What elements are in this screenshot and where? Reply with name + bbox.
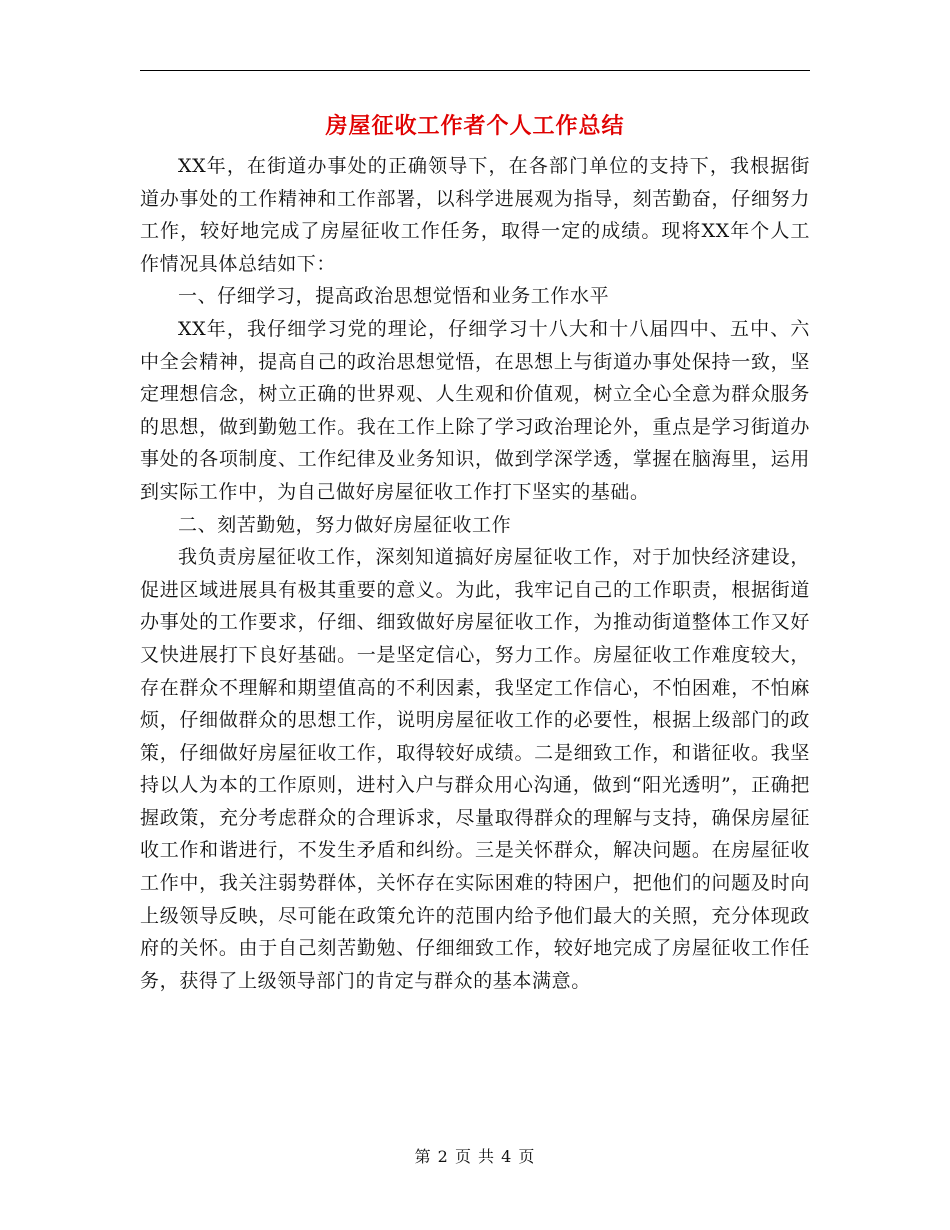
document-body bbox=[140, 150, 810, 997]
section-heading-1: 一、仔细学习，提高政治思想觉悟和业务工作水平 bbox=[178, 285, 610, 308]
section-heading-2: 二、刻苦勤勉，努力做好房屋征收工作 bbox=[178, 513, 512, 536]
paragraph-study: XX年，我仔细学习党的理论，仔细学习十八大和十八届四中、五中、六中全会精神，提高自己的政治思想觉悟，在思想上与街道办事处保持一致，坚定理想信念，树立正确的世界观、人生观和价值观，树立全心全意为群众服务的思想，做到勤勉工作。我在工作上除了学习政治理论外，重点是学习街道办事处的各项制度、工作纪律及业务知识，做到学深学透，掌握在脑海里，运用到实际工作中，为自己做好房屋征收工作打下坚实的基础。 bbox=[140, 317, 810, 503]
document-title: 房屋征收工作者个人工作总结 bbox=[325, 113, 625, 139]
paragraph-work: 我负责房屋征收工作，深刻知道搞好房屋征收工作，对于加快经济建设，促进区域进展具有极其重要的意义。为此，我牢记自己的工作职责，根据街道办事处的工作要求，仔细、细致做好房屋征收工作，为推动街道整体工作又好又快进展打下良好基础。一是坚定信心，努力工作。房屋征收工作难度较大，存在群众不理解和期望值高的不利因素，我坚定工作信心，不怕困难，不怕麻烦，仔细做群众的思想工作，说明房屋征收工作的必要性，根据上级部门的政策，仔细做好房屋征收工作，取得较好成绩。二是细致工作，和谐征收。我坚持以人为本的工作原则，进村入户与群众用心沟通，做到“阳光透明”，正确把握政策，充分考虑群众的合理诉求，尽量取得群众的理解与支持，确保房屋征收工作和谐进行，不发生矛盾和纠纷。三是关怀群众，解决问题。在房屋征收工作中，我关注弱势群体，关怀存在实际困难的特困户，把他们的问题及时向上级领导反映，尽可能在政策允许的范围内给予他们最大的关照，充分体现政府的关怀。由于自己刻苦勤勉、仔细细致工作，较好地完成了房屋征收工作任务，获得了上级领导部门的肯定与群众的基本满意。 bbox=[140, 546, 810, 992]
page-number-footer: 第 2 页 共 4 页 bbox=[414, 1147, 536, 1166]
header-rule bbox=[140, 70, 810, 71]
paragraph-intro: XX年，在街道办事处的正确领导下，在各部门单位的支持下，我根据街道办事处的工作精神和工作部署，以科学进展观为指导，刻苦勤奋，仔细努力工作，较好地完成了房屋征收工作任务，取得一定的成绩。现将XX年个人工作情况具体总结如下： bbox=[140, 155, 810, 275]
